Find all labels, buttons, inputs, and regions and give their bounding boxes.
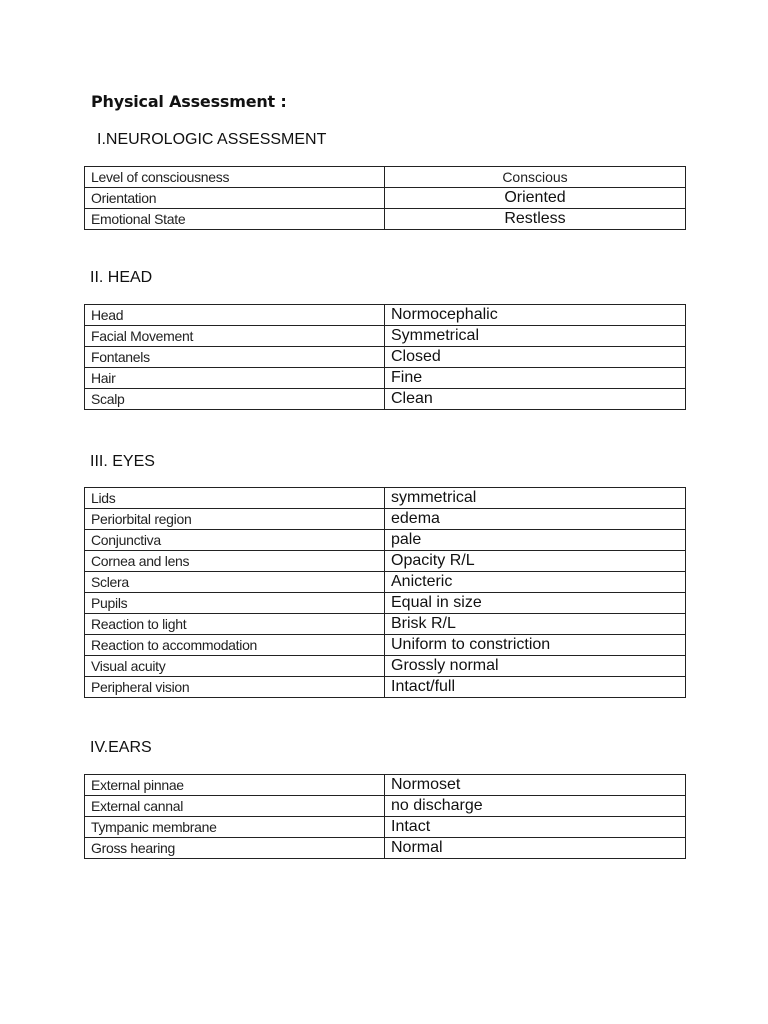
row-label: Scalp xyxy=(85,389,385,410)
table-row xyxy=(85,635,686,656)
table-row xyxy=(85,167,686,188)
row-label: Visual acuity xyxy=(85,656,385,677)
row-value: Closed xyxy=(385,347,686,368)
row-value: Uniform to constriction xyxy=(385,635,686,656)
row-value: symmetrical xyxy=(385,488,686,509)
row-label: Lids xyxy=(85,488,385,509)
row-label: Fontanels xyxy=(85,347,385,368)
document-title: Physical Assessment : xyxy=(91,92,287,111)
row-label: Emotional State xyxy=(85,209,385,230)
row-value: Intact xyxy=(385,817,686,838)
table-row xyxy=(85,188,686,209)
row-label: Head xyxy=(85,305,385,326)
row-value: pale xyxy=(385,530,686,551)
table-row xyxy=(85,775,686,796)
table-row xyxy=(85,488,686,509)
neurologic-assessment-table xyxy=(84,166,686,230)
table-row xyxy=(85,326,686,347)
row-value: Equal in size xyxy=(385,593,686,614)
row-value: Grossly normal xyxy=(385,656,686,677)
table-row xyxy=(85,551,686,572)
table-row xyxy=(85,509,686,530)
eyes-assessment-table xyxy=(84,487,686,698)
row-value: Conscious xyxy=(385,167,686,188)
table-row xyxy=(85,209,686,230)
row-label: Hair xyxy=(85,368,385,389)
row-label: Orientation xyxy=(85,188,385,209)
row-label: Sclera xyxy=(85,572,385,593)
table-row xyxy=(85,838,686,859)
row-value: no discharge xyxy=(385,796,686,817)
row-label: External pinnae xyxy=(85,775,385,796)
row-value: Normoset xyxy=(385,775,686,796)
row-label: Cornea and lens xyxy=(85,551,385,572)
table-row xyxy=(85,572,686,593)
row-value: Restless xyxy=(385,209,686,230)
row-value: Normal xyxy=(385,838,686,859)
row-label: Level of consciousness xyxy=(85,167,385,188)
row-value: Oriented xyxy=(385,188,686,209)
table-row xyxy=(85,530,686,551)
table-row xyxy=(85,614,686,635)
row-value: Opacity R/L xyxy=(385,551,686,572)
section-heading-neurologic: I.NEUROLOGIC ASSESSMENT xyxy=(97,131,327,148)
row-value: Normocephalic xyxy=(385,305,686,326)
row-label: External cannal xyxy=(85,796,385,817)
ears-assessment-table xyxy=(84,774,686,859)
row-label: Facial Movement xyxy=(85,326,385,347)
row-value: Clean xyxy=(385,389,686,410)
row-label: Tympanic membrane xyxy=(85,817,385,838)
row-value: Brisk R/L xyxy=(385,614,686,635)
row-label: Reaction to accommodation xyxy=(85,635,385,656)
table-row xyxy=(85,817,686,838)
table-row xyxy=(85,368,686,389)
row-value: edema xyxy=(385,509,686,530)
section-heading-eyes: III. EYES xyxy=(90,453,155,470)
table-row xyxy=(85,389,686,410)
row-value: Symmetrical xyxy=(385,326,686,347)
section-heading-ears: IV.EARS xyxy=(90,739,152,756)
row-label: Periorbital region xyxy=(85,509,385,530)
row-value: Intact/full xyxy=(385,677,686,698)
table-row xyxy=(85,656,686,677)
row-label: Gross hearing xyxy=(85,838,385,859)
table-row xyxy=(85,677,686,698)
row-label: Peripheral vision xyxy=(85,677,385,698)
head-assessment-table xyxy=(84,304,686,410)
table-row xyxy=(85,796,686,817)
row-label: Conjunctiva xyxy=(85,530,385,551)
row-value: Fine xyxy=(385,368,686,389)
row-value: Anicteric xyxy=(385,572,686,593)
table-row xyxy=(85,347,686,368)
section-heading-head: II. HEAD xyxy=(90,269,153,286)
row-label: Reaction to light xyxy=(85,614,385,635)
row-label: Pupils xyxy=(85,593,385,614)
table-row xyxy=(85,593,686,614)
table-row xyxy=(85,305,686,326)
